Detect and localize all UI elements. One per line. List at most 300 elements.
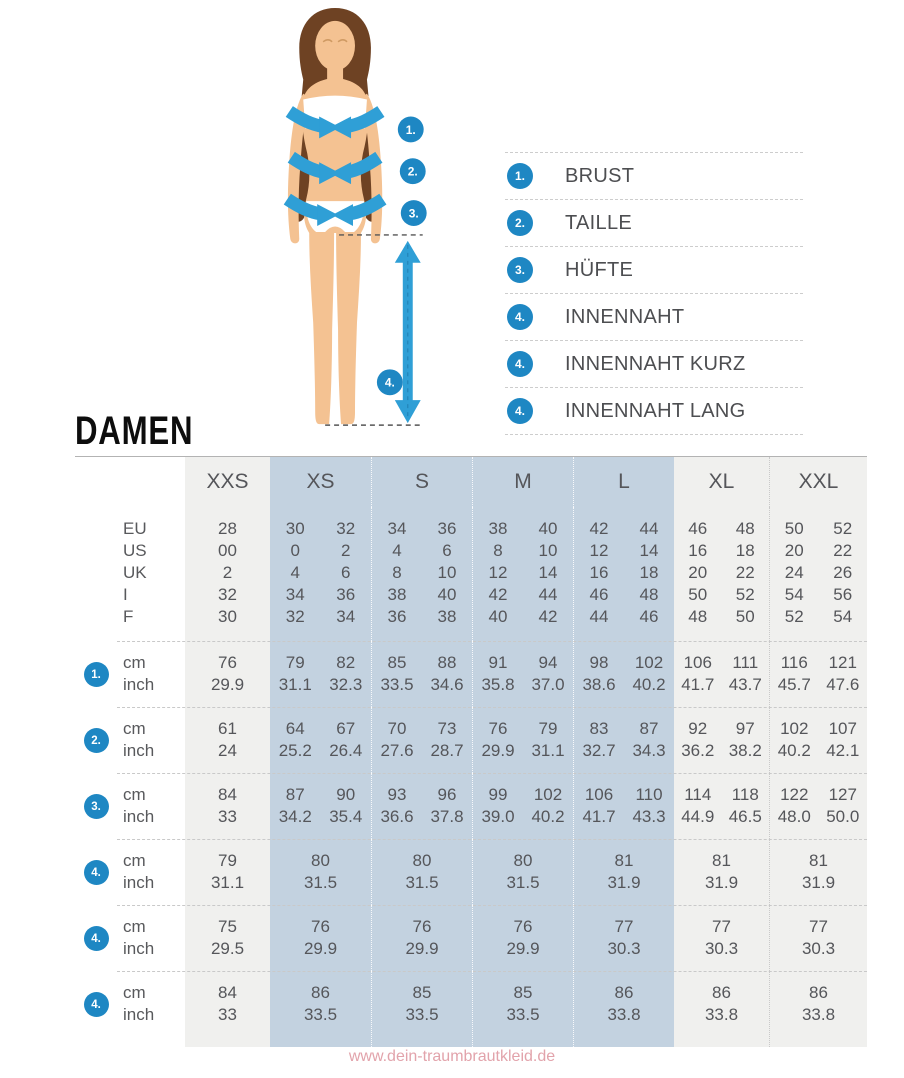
value: 86 xyxy=(712,983,731,1002)
value-line xyxy=(674,872,769,894)
value: 118 xyxy=(731,785,759,804)
measurement-value-cell xyxy=(371,707,472,773)
value-line xyxy=(473,916,573,938)
value: 36 xyxy=(387,607,407,626)
value: 30.3 xyxy=(704,939,739,958)
value-line xyxy=(270,916,371,938)
unit-label-cell xyxy=(117,839,185,905)
value: 86 xyxy=(311,983,330,1002)
unit-label-cell xyxy=(117,707,185,773)
value-line xyxy=(574,584,674,606)
value: 97 xyxy=(735,719,755,738)
value: 31.9 xyxy=(607,873,641,892)
unit-label-cell xyxy=(117,971,185,1047)
value: 16 xyxy=(589,563,609,582)
value-line xyxy=(372,938,472,960)
value: 98 xyxy=(589,653,609,672)
value-line xyxy=(372,1004,472,1026)
unit-label: cm xyxy=(123,851,146,870)
measurement-value-cell xyxy=(573,773,674,839)
value: 87 xyxy=(639,719,659,738)
value: 26.4 xyxy=(329,741,363,760)
value: 102 xyxy=(634,653,664,672)
value: 82 xyxy=(336,653,356,672)
value: 48.0 xyxy=(777,807,811,826)
value-line xyxy=(473,652,573,674)
value: 107 xyxy=(828,719,857,738)
value-line xyxy=(270,584,371,606)
value-line xyxy=(473,740,573,762)
value-line xyxy=(372,518,472,540)
value-line xyxy=(270,562,371,584)
value: 34 xyxy=(387,519,407,538)
value: 32.7 xyxy=(582,741,616,760)
value: 76 xyxy=(218,653,237,672)
value: 44 xyxy=(589,607,609,626)
value-line xyxy=(185,740,270,762)
value-line xyxy=(372,584,472,606)
value: 31.9 xyxy=(801,873,836,892)
value: 79 xyxy=(538,719,558,738)
value-line xyxy=(473,784,573,806)
value: 29.9 xyxy=(506,939,540,958)
value-line xyxy=(574,540,674,562)
value: 77 xyxy=(614,917,634,936)
value: 102 xyxy=(533,785,563,804)
legend-item-label: INNENNAHT xyxy=(565,305,685,328)
value: 18 xyxy=(735,541,755,560)
measurement-group-row xyxy=(75,905,867,971)
value-line xyxy=(270,806,371,828)
value: 47.6 xyxy=(826,675,860,694)
value: 29.9 xyxy=(405,939,439,958)
legend-number-badge: 3. xyxy=(507,257,533,283)
value: 33.5 xyxy=(506,1005,540,1024)
value-line xyxy=(574,740,674,762)
value: 84 xyxy=(218,983,237,1002)
value: 22 xyxy=(735,563,755,582)
value: 54 xyxy=(784,585,804,604)
value: 38.6 xyxy=(582,675,616,694)
value-line xyxy=(372,784,472,806)
conversion-row-label: EU xyxy=(123,519,147,538)
value-line xyxy=(574,916,674,938)
value-line xyxy=(574,982,674,1004)
value: 50 xyxy=(784,519,804,538)
unit-label: inch xyxy=(123,675,155,694)
value-line xyxy=(770,982,867,1004)
measurement-value-cell xyxy=(270,773,371,839)
value: 6 xyxy=(341,563,351,582)
value-line xyxy=(185,982,270,1004)
figure-marker-2 xyxy=(400,158,426,184)
value-line xyxy=(574,1004,674,1026)
measurement-value-cell xyxy=(371,839,472,905)
value: 40 xyxy=(488,607,508,626)
value: 32 xyxy=(336,519,356,538)
measurement-value-cell xyxy=(270,905,371,971)
measurement-value-cell xyxy=(674,641,769,707)
value-line xyxy=(185,916,270,938)
value-line xyxy=(372,562,472,584)
row-number-badge: 3. xyxy=(84,794,109,819)
value-line xyxy=(574,674,674,696)
value: 46 xyxy=(688,519,708,538)
value: 114 xyxy=(684,785,712,804)
size-column-header: XS xyxy=(270,457,371,507)
value: 67 xyxy=(336,719,356,738)
value-line xyxy=(185,584,270,606)
value: 52 xyxy=(833,519,853,538)
row-number-badge: 1. xyxy=(84,662,109,687)
value: 50 xyxy=(735,607,755,626)
value-line xyxy=(185,784,270,806)
value: 106 xyxy=(683,653,712,672)
value: 39.0 xyxy=(481,807,515,826)
value: 93 xyxy=(387,785,407,804)
value: 35.4 xyxy=(329,807,363,826)
value: 24 xyxy=(218,741,237,760)
legend-item-label: TAILLE xyxy=(565,211,633,234)
size-table xyxy=(75,456,867,1047)
conversion-value-cell xyxy=(573,507,674,641)
conversion-label-cell xyxy=(117,507,185,641)
value-line xyxy=(674,740,769,762)
value: 32 xyxy=(218,585,237,604)
value: 31.1 xyxy=(278,675,312,694)
measurement-value-cell xyxy=(472,839,573,905)
value-line xyxy=(770,740,867,762)
value-line xyxy=(372,540,472,562)
value-line xyxy=(770,674,867,696)
measurement-value-cell xyxy=(573,905,674,971)
value: 90 xyxy=(336,785,356,804)
value-line xyxy=(674,652,769,674)
value-line xyxy=(574,850,674,872)
value-line xyxy=(770,850,867,872)
value: 40 xyxy=(538,519,558,538)
value: 86 xyxy=(809,983,828,1002)
value: 35.8 xyxy=(481,675,515,694)
value-line xyxy=(473,674,573,696)
value: 106 xyxy=(584,785,614,804)
leg-left xyxy=(309,233,334,424)
value-line xyxy=(372,606,472,628)
measurement-value-cell xyxy=(472,707,573,773)
conversion-value-cell xyxy=(472,507,573,641)
legend-item-label: HÜFTE xyxy=(565,258,634,281)
value-line xyxy=(674,718,769,740)
value: 10 xyxy=(538,541,558,560)
value-line xyxy=(574,562,674,584)
value-line xyxy=(473,584,573,606)
row-badge-cell xyxy=(75,905,117,971)
legend-item xyxy=(505,152,803,199)
value: 38 xyxy=(387,585,407,604)
value: 46.5 xyxy=(728,807,762,826)
value: 31.5 xyxy=(506,873,540,892)
value: 14 xyxy=(639,541,659,560)
value-line xyxy=(574,938,674,960)
value: 32.3 xyxy=(329,675,363,694)
value: 4 xyxy=(290,563,300,582)
value-line xyxy=(473,1004,573,1026)
value-line xyxy=(770,916,867,938)
row-badge-cell xyxy=(75,773,117,839)
value: 38 xyxy=(488,519,508,538)
value: 88 xyxy=(437,653,457,672)
value: 8 xyxy=(392,563,402,582)
value-line xyxy=(372,674,472,696)
value: 2 xyxy=(222,563,233,582)
value-line xyxy=(674,982,769,1004)
value-line xyxy=(270,850,371,872)
legend-number-badge: 4. xyxy=(507,351,533,377)
measurement-value-cell xyxy=(472,905,573,971)
legend-item-label: BRUST xyxy=(565,164,635,187)
row-number-badge: 4. xyxy=(84,926,109,951)
value: 18 xyxy=(639,563,659,582)
value: 26 xyxy=(833,563,853,582)
legend-item xyxy=(505,246,803,293)
value-line xyxy=(473,982,573,1004)
value: 99 xyxy=(488,785,508,804)
value: 102 xyxy=(780,719,809,738)
value-line xyxy=(674,1004,769,1026)
value: 76 xyxy=(412,917,432,936)
footer-link[interactable]: www.dein-traumbrautkleid.de xyxy=(348,1048,556,1065)
value-line xyxy=(473,540,573,562)
value-line xyxy=(574,806,674,828)
value-line xyxy=(372,718,472,740)
value: 45.7 xyxy=(777,675,811,694)
value: 33.8 xyxy=(607,1005,641,1024)
size-column-header: L xyxy=(573,457,674,507)
value-line xyxy=(473,872,573,894)
measurement-value-cell xyxy=(674,905,769,971)
value: 52 xyxy=(735,585,755,604)
value: 81 xyxy=(712,851,731,870)
measurement-value-cell xyxy=(185,839,270,905)
measurement-value-cell xyxy=(674,839,769,905)
value: 38.2 xyxy=(728,741,762,760)
value-line xyxy=(185,1004,270,1026)
row-number-badge: 4. xyxy=(84,992,109,1017)
value-line xyxy=(270,718,371,740)
value: 121 xyxy=(828,653,857,672)
value: 36 xyxy=(437,519,457,538)
value-line xyxy=(473,850,573,872)
figure-marker-4 xyxy=(377,369,403,395)
value-line xyxy=(185,850,270,872)
size-column-header: M xyxy=(472,457,573,507)
value: 37.0 xyxy=(531,675,565,694)
value: 10 xyxy=(437,563,457,582)
value: 27.6 xyxy=(380,741,414,760)
row-badge-cell xyxy=(75,641,117,707)
value: 33.5 xyxy=(405,1005,439,1024)
value: 16 xyxy=(688,541,708,560)
value: 40.2 xyxy=(777,741,811,760)
value: 85 xyxy=(387,653,407,672)
value-line xyxy=(185,562,270,584)
unit-label: cm xyxy=(123,983,146,1002)
value-line xyxy=(270,540,371,562)
value: 30 xyxy=(285,519,305,538)
legend-item xyxy=(505,387,803,435)
value-line xyxy=(185,606,270,628)
value-line xyxy=(473,562,573,584)
value-line xyxy=(770,540,867,562)
measurement-value-cell xyxy=(185,905,270,971)
leg-right xyxy=(336,233,361,424)
value-line xyxy=(473,938,573,960)
value-line xyxy=(770,1004,867,1026)
value: 77 xyxy=(809,917,828,936)
value-line xyxy=(674,784,769,806)
value-line xyxy=(372,806,472,828)
measurement-value-cell xyxy=(674,971,769,1047)
value-line xyxy=(770,606,867,628)
value: 31.1 xyxy=(210,873,245,892)
value-line xyxy=(674,938,769,960)
value: 111 xyxy=(732,653,759,672)
value: 94 xyxy=(538,653,558,672)
measurement-value-cell xyxy=(573,641,674,707)
value: 38 xyxy=(437,607,457,626)
measurement-value-cell xyxy=(573,707,674,773)
value-line xyxy=(674,606,769,628)
value: 50.0 xyxy=(826,807,860,826)
value-line xyxy=(674,518,769,540)
value-line xyxy=(674,850,769,872)
value: 33.5 xyxy=(380,675,414,694)
measurement-value-cell xyxy=(270,971,371,1047)
value-line xyxy=(185,806,270,828)
inseam-arrow xyxy=(395,241,421,423)
value: 31.1 xyxy=(531,741,565,760)
value-line xyxy=(372,916,472,938)
value-line xyxy=(185,938,270,960)
value: 33 xyxy=(218,1005,237,1024)
measurement-value-cell xyxy=(769,839,867,905)
row-number-badge: 4. xyxy=(84,860,109,885)
value: 76 xyxy=(488,719,508,738)
unit-label: cm xyxy=(123,719,146,738)
measurement-value-cell xyxy=(769,971,867,1047)
value: 52 xyxy=(784,607,804,626)
value-line xyxy=(473,806,573,828)
value-line xyxy=(270,982,371,1004)
value: 12 xyxy=(589,541,609,560)
value: 43.7 xyxy=(728,675,762,694)
value: 86 xyxy=(614,983,634,1002)
value-line xyxy=(185,540,270,562)
value: 31.5 xyxy=(303,873,338,892)
value: 34.2 xyxy=(278,807,312,826)
value: 24 xyxy=(784,563,804,582)
value-line xyxy=(270,938,371,960)
value-line xyxy=(270,784,371,806)
value: 79 xyxy=(285,653,305,672)
measurement-group-row xyxy=(75,971,867,1047)
value: 30.3 xyxy=(801,939,836,958)
conversion-value-cell xyxy=(185,507,270,641)
value: 41.7 xyxy=(681,675,715,694)
measurement-value-cell xyxy=(270,641,371,707)
value: 44.9 xyxy=(681,807,715,826)
value-line xyxy=(770,872,867,894)
size-column-header: XXS xyxy=(185,457,270,507)
value-line xyxy=(674,916,769,938)
unit-label: cm xyxy=(123,653,146,672)
value: 8 xyxy=(493,541,503,560)
conversion-row-label: F xyxy=(123,607,134,626)
size-column-header: S xyxy=(371,457,472,507)
value: 42 xyxy=(538,607,558,626)
value: 34.3 xyxy=(632,741,666,760)
value: 122 xyxy=(780,785,809,804)
value-line xyxy=(270,1004,371,1026)
value: 34.6 xyxy=(430,675,464,694)
value: 33.8 xyxy=(801,1005,836,1024)
measurement-value-cell xyxy=(371,905,472,971)
conversion-block xyxy=(75,507,867,641)
value-line xyxy=(185,518,270,540)
value: 84 xyxy=(218,785,237,804)
value: 37.8 xyxy=(430,807,464,826)
value: 42 xyxy=(488,585,508,604)
woman-body-figure xyxy=(253,2,458,440)
value: 91 xyxy=(488,653,508,672)
unit-label: cm xyxy=(123,785,146,804)
value: 20 xyxy=(688,563,708,582)
badge-column-spacer xyxy=(75,457,117,507)
value: 22 xyxy=(833,541,853,560)
measurement-group-row xyxy=(75,773,867,839)
value-line xyxy=(372,982,472,1004)
conversion-value-cell xyxy=(674,507,769,641)
value: 110 xyxy=(635,785,663,804)
measurement-value-cell xyxy=(674,707,769,773)
conversion-value-cell xyxy=(769,507,867,641)
value-line xyxy=(770,938,867,960)
value: 25.2 xyxy=(278,741,312,760)
value: 92 xyxy=(688,719,708,738)
value-line xyxy=(185,872,270,894)
measurement-value-cell xyxy=(472,773,573,839)
value: 0 xyxy=(290,541,300,560)
measurement-group-row xyxy=(75,641,867,707)
value: 14 xyxy=(538,563,558,582)
measurement-value-cell xyxy=(769,905,867,971)
unit-label: inch xyxy=(123,1005,155,1024)
measurement-value-cell xyxy=(769,773,867,839)
unit-label-cell xyxy=(117,773,185,839)
value-line xyxy=(574,718,674,740)
legend-item-label: INNENNAHT KURZ xyxy=(565,352,746,375)
value-line xyxy=(770,806,867,828)
figure-marker-1 xyxy=(398,116,424,142)
unit-label: inch xyxy=(123,741,155,760)
value: 20 xyxy=(784,541,804,560)
value: 76 xyxy=(311,917,330,936)
value-line xyxy=(674,674,769,696)
value: 29.9 xyxy=(481,741,515,760)
measurement-value-cell xyxy=(769,641,867,707)
row-badge-cell xyxy=(75,707,117,773)
unit-label: inch xyxy=(123,873,155,892)
